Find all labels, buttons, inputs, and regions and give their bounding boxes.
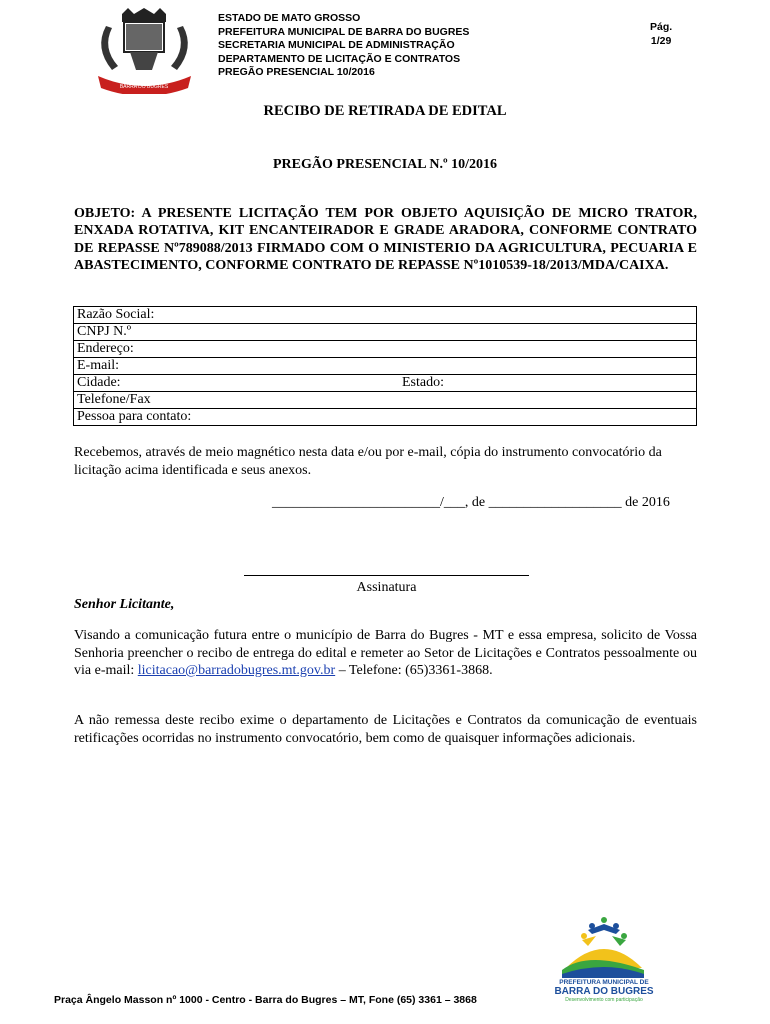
header-line: PREGÃO PRESENCIAL 10/2016 <box>218 66 375 78</box>
field-email[interactable]: E-mail: <box>74 358 697 375</box>
field-endereco[interactable]: Endereço: <box>74 341 697 358</box>
logo-line1: PREFEITURA MUNICIPAL DE <box>559 979 649 986</box>
receipt-paragraph: Recebemos, através de meio magnético nesta data e/ou por e-mail, cópia do instrumento convocatório da licitação acima identificada e seus anexos. <box>74 445 662 478</box>
page-number: 1/29 <box>650 35 672 47</box>
field-cidade: Cidade: <box>77 375 121 390</box>
page-indicator <box>650 20 672 48</box>
field-razao-social[interactable]: Razão Social: <box>74 307 697 324</box>
municipal-seal <box>92 8 197 94</box>
field-contato[interactable]: Pessoa para contato: <box>74 409 697 426</box>
header-line: SECRETARIA MUNICIPAL DE ADMINISTRAÇÃO <box>218 39 455 51</box>
logo-tagline: Desenvolvimento com participação <box>565 997 643 1002</box>
svg-text:BARRA DO BUGRES: BARRA DO BUGRES <box>119 84 169 90</box>
field-cidade-estado[interactable] <box>74 375 697 392</box>
objeto-paragraph: OBJETO: A PRESENTE LICITAÇÃO TEM POR OBJETO AQUISIÇÃO DE MICRO TRATOR, ENXADA ROTATIVA, KIT ENCANTEIRADOR E GRADE ARADORA, CONFORME CONTRATO DE REPASSE Nº789088/2013 FIRMADO COM O MINISTERIO DA AGRICULTURA, PECUARIA E ABASTECIMENTO, CONFORME CONTRATO DE REPASSE Nº1010539-18/2013/MDA/CAIXA. <box>74 206 697 273</box>
bidder-form <box>73 306 697 426</box>
prefeitura-logo <box>548 910 658 1002</box>
header-line: DEPARTAMENTO DE LICITAÇÃO E CONTRATOS <box>218 52 461 65</box>
field-cnpj[interactable]: CNPJ N.º <box>74 324 697 341</box>
email-link[interactable]: licitacao@barradobugres.mt.gov.br <box>137 663 336 678</box>
date-line: ________________________/___, de ___________________ de 2016 <box>272 495 670 510</box>
signature-label: Assinatura <box>356 580 417 595</box>
footer-address: Praça Ângelo Masson nº 1000 - Centro - Barra do Bugres – MT, Fone (65) 3361 – 3868 <box>54 994 477 1006</box>
page-label: Pág. <box>650 21 673 33</box>
field-telefone[interactable]: Telefone/Fax <box>74 392 697 409</box>
field-estado: Estado: <box>402 375 444 390</box>
header-block <box>218 12 469 80</box>
signature-line <box>244 575 529 576</box>
document-subtitle: PREGÃO PRESENCIAL N.º 10/2016 <box>273 157 497 172</box>
instructions-phone: – Telefone: (65)3361-3868. <box>335 663 493 678</box>
instructions-text: Visando a comunicação futura entre o município de Barra do Bugres - MT e essa empresa, solicito de Vossa Senhoria preencher o recibo de entrega do edital e remeter ao Setor de Licitações e Contratos pessoalmente ou via e-mail: <box>74 628 697 678</box>
salutation: Senhor Licitante, <box>74 597 175 612</box>
instructions-paragraph <box>74 627 697 680</box>
notice-paragraph: A não remessa deste recibo exime o departamento de Licitações e Contratos da comunicação de eventuais retificações ocorridas no instrumento convocatório, bem como de quaisquer informações adicionais. <box>74 713 697 746</box>
document-title: RECIBO DE RETIRADA DE EDITAL <box>263 103 507 119</box>
header-line: PREFEITURA MUNICIPAL DE BARRA DO BUGRES <box>218 25 470 38</box>
header-line: ESTADO DE MATO GROSSO <box>218 12 361 24</box>
logo-line2: BARRA DO BUGRES <box>554 986 654 997</box>
